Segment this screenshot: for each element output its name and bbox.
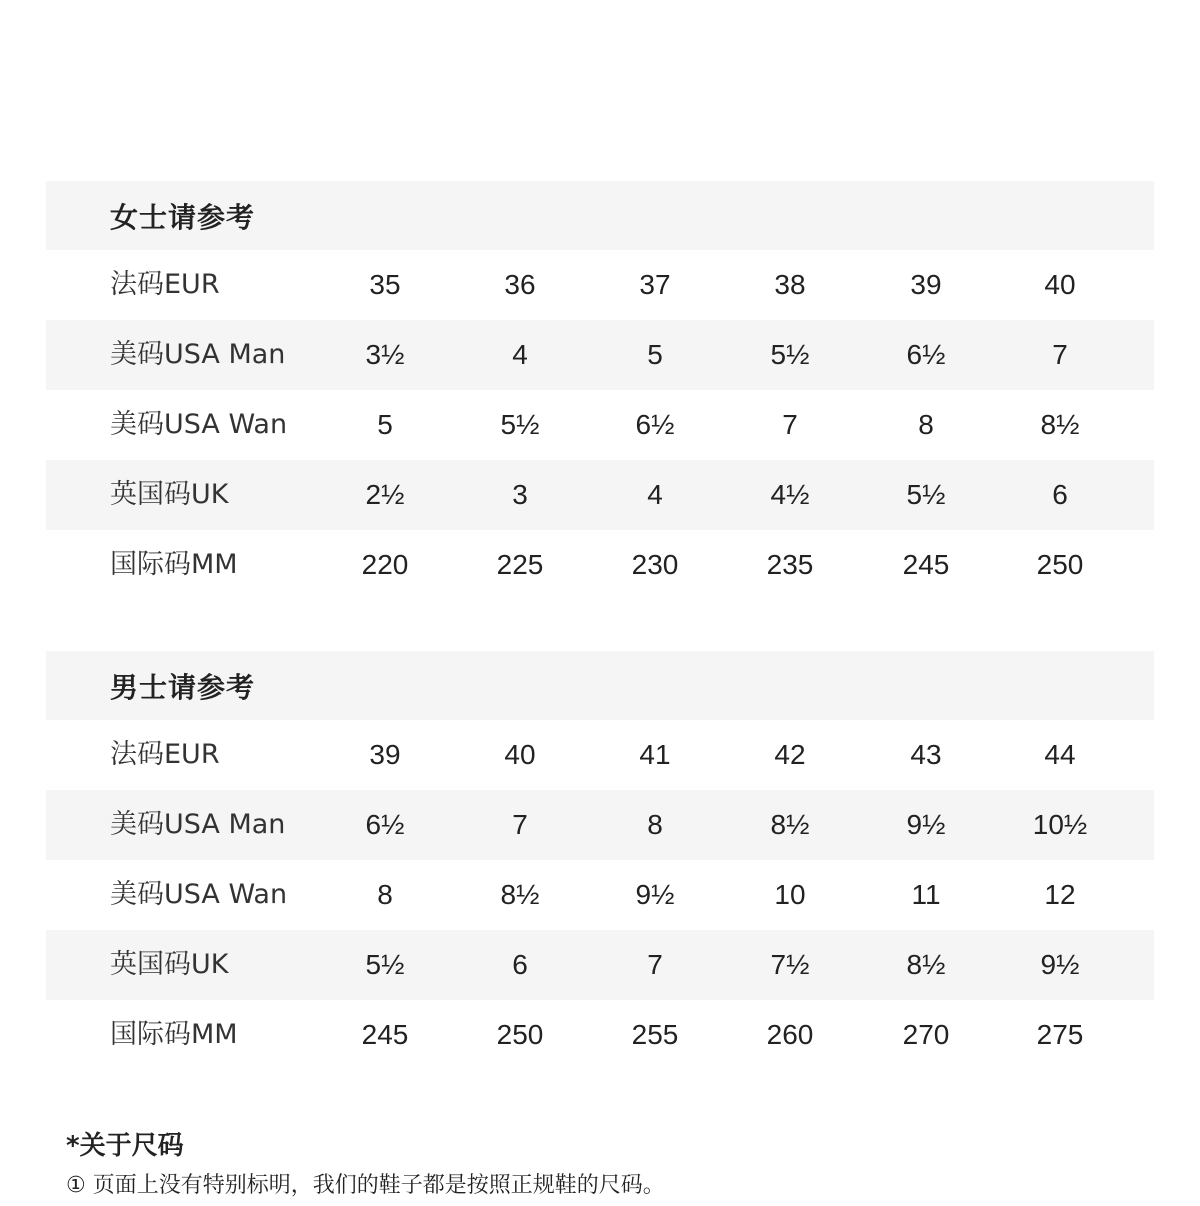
table-row [46,460,1154,530]
row-label: 法码EUR [110,269,220,300]
table-cell: 5½ [906,479,946,510]
table-cell: 7 [1052,339,1068,370]
table-row [46,530,1154,600]
table-cell: 5½ [770,339,810,370]
table-row [46,1000,1154,1070]
table-row [46,320,1154,390]
table-row [46,250,1154,320]
table-cell: 43 [910,739,942,770]
row-label: 国际码MM [110,1019,238,1050]
table-cell: 42 [774,739,806,770]
row-label: 美码USA Wan [110,879,288,910]
row-label: 美码USA Wan [110,409,288,440]
table-cell: 39 [910,269,942,300]
table-cell: 8½ [906,949,946,980]
table-cell: 41 [639,739,671,770]
table-cell: 3 [512,479,528,510]
table-cell: 38 [774,269,806,300]
table-cell: 6½ [635,409,675,440]
table-cell: 2½ [365,479,405,510]
women-table-header [46,181,1154,250]
row-label: 国际码MM [110,549,238,580]
table-cell: 7 [512,809,528,840]
table-cell: 37 [639,269,671,300]
table-cell: 40 [504,739,536,770]
notes-line: ① 页面上没有特别标明，我们的鞋子都是按照正规鞋的尺码。 [66,1173,665,1198]
table-cell: 4½ [770,479,810,510]
men-table-title: 男士请参考 [110,670,256,704]
table-cell: 9½ [1040,949,1080,980]
men-size-table [46,651,1154,1070]
table-cell: 9½ [635,879,675,910]
table-cell: 235 [766,549,814,580]
table-cell: 6 [512,949,528,980]
table-cell: 245 [902,549,950,580]
table-cell: 9½ [906,809,946,840]
table-cell: 36 [504,269,536,300]
table-cell: 250 [1036,549,1084,580]
table-cell: 3½ [365,339,405,370]
table-row [46,390,1154,460]
table-cell: 8 [647,809,663,840]
table-row [46,790,1154,860]
table-cell: 8½ [500,879,540,910]
table-cell: 4 [512,339,528,370]
table-cell: 40 [1044,269,1076,300]
table-cell: 5½ [500,409,540,440]
table-cell: 8½ [1040,409,1080,440]
table-cell: 245 [361,1019,409,1050]
men-table-header [46,651,1154,720]
row-label: 法码EUR [110,739,220,770]
row-label: 美码USA Man [110,339,286,370]
size-notes [66,1126,665,1206]
table-cell: 255 [631,1019,679,1050]
table-cell: 250 [496,1019,544,1050]
table-cell: 5½ [365,949,405,980]
table-cell: 10 [774,879,806,910]
row-label: 美码USA Man [110,809,286,840]
table-cell: 4 [647,479,663,510]
table-cell: 39 [369,739,401,770]
table-cell: 225 [496,549,544,580]
row-label: 英国码UK [110,949,229,980]
table-row [46,930,1154,1000]
table-cell: 11 [911,879,941,910]
table-cell: 7 [782,409,798,440]
table-cell: 44 [1044,739,1076,770]
table-cell: 220 [361,549,409,580]
table-cell: 6 [1052,479,1068,510]
women-size-table [46,181,1154,600]
row-label: 英国码UK [110,479,229,510]
table-cell: 270 [902,1019,950,1050]
table-cell: 35 [369,269,401,300]
table-row [46,720,1154,790]
table-cell: 275 [1036,1019,1084,1050]
table-cell: 6½ [906,339,946,370]
table-cell: 6½ [365,809,405,840]
table-cell: 5 [377,409,393,440]
table-cell: 230 [631,549,679,580]
table-cell: 5 [647,339,663,370]
table-cell: 7½ [770,949,810,980]
table-cell: 260 [766,1019,814,1050]
table-cell: 7 [647,949,663,980]
table-row [46,860,1154,930]
table-cell: 10½ [1032,809,1088,840]
table-cell: 8 [377,879,393,910]
table-cell: 12 [1044,879,1076,910]
table-cell: 8 [918,409,934,440]
table-cell: 8½ [770,809,810,840]
women-table-title: 女士请参考 [110,200,256,234]
notes-title: *关于尺码 [66,1131,184,1161]
